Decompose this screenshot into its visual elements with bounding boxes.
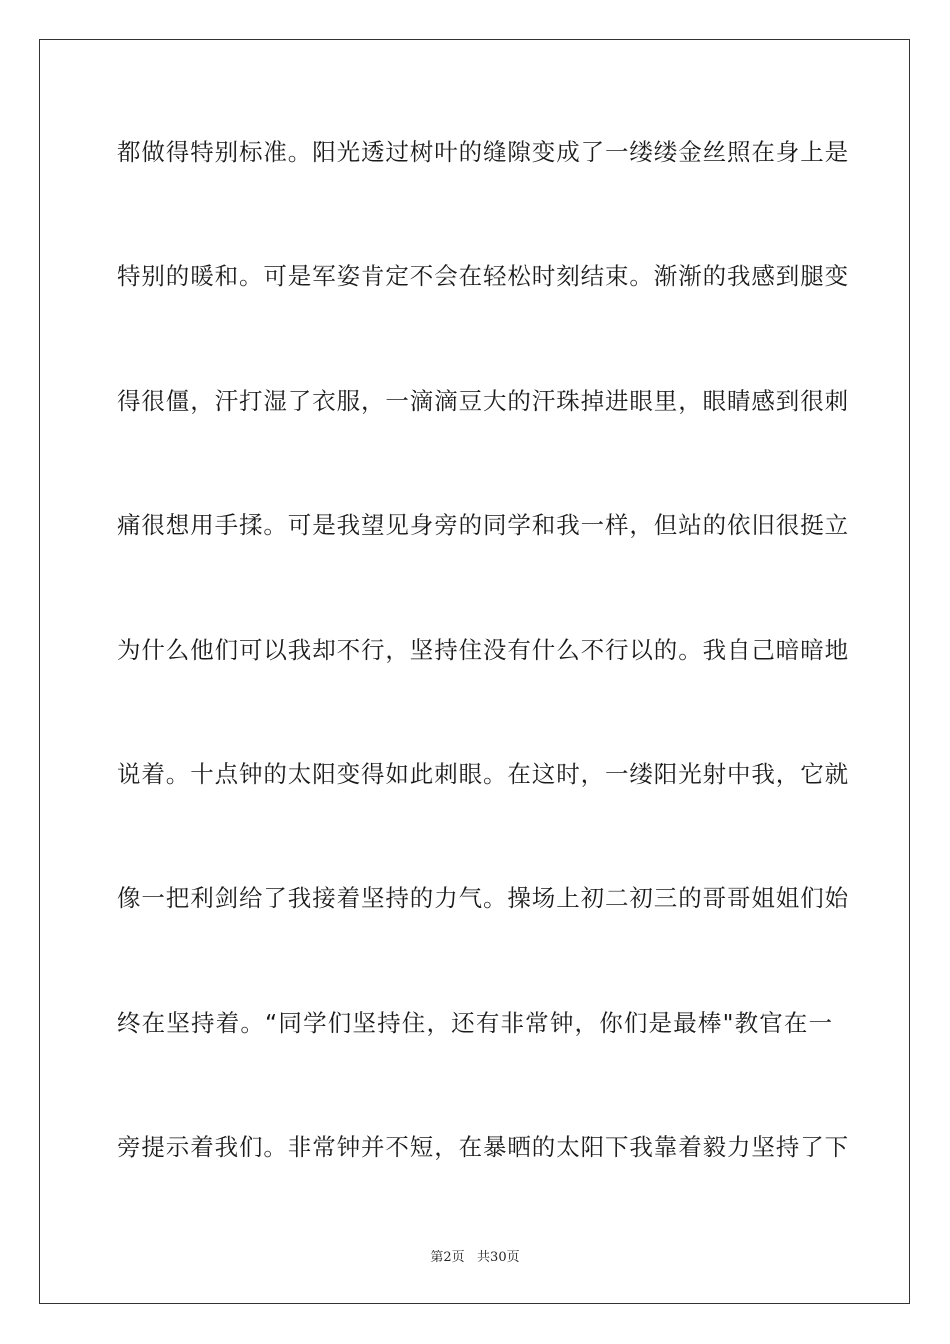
text-line: 特别的暖和。可是军姿肯定不会在轻松时刻结束。渐渐的我感到腿变 xyxy=(117,262,849,291)
text-line: 痛很想用手揉。可是我望见身旁的同学和我一样，但站的依旧很挺立 xyxy=(117,511,849,540)
text-line: 得很僵，汗打湿了衣服，一滴滴豆大的汗珠掉进眼里，眼睛感到很刺 xyxy=(117,386,849,415)
text-line: 旁提示着我们。非常钟并不短，在暴晒的太阳下我靠着毅力坚持了下 xyxy=(117,1133,849,1162)
text-line: 像一把利剑给了我接着坚持的力气。操场上初二初三的哥哥姐姐们始 xyxy=(117,884,849,913)
text-line: 说着。十点钟的太阳变得如此刺眼。在这时，一缕阳光射中我，它就 xyxy=(117,759,849,788)
text-line: 都做得特别标准。阳光透过树叶的缝隙变成了一缕缕金丝照在身上是 xyxy=(117,138,849,166)
text-line: 为什么他们可以我却不行，坚持住没有什么不行以的。我自己暗暗地 xyxy=(117,635,849,664)
document-body xyxy=(117,124,849,1244)
page-number-footer: 第2页 共30页 xyxy=(430,1250,520,1265)
text-line: 终在坚持着。“同学们坚持住，还有非常钟，你们是最棒"教官在一 xyxy=(117,1008,833,1037)
